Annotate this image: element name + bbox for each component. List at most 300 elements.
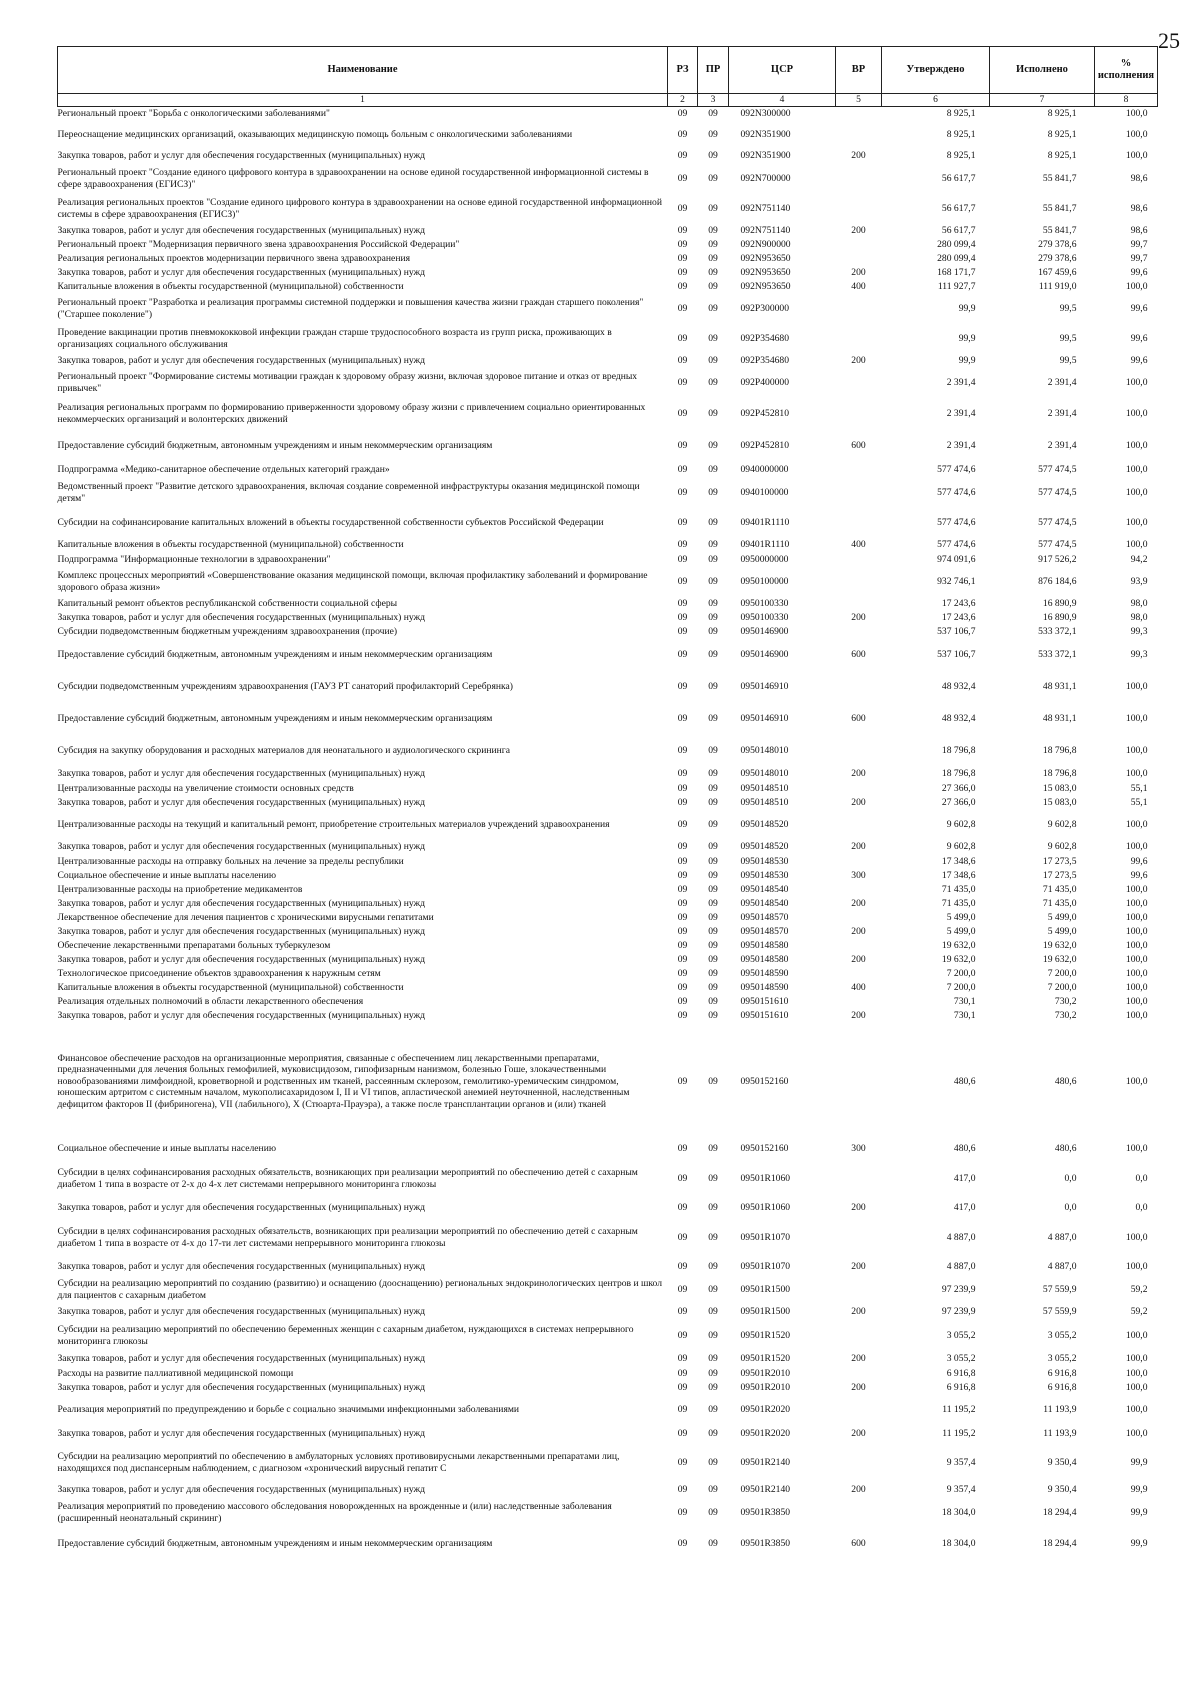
row-pr: 09: [708, 252, 718, 264]
row-pct: 100,0: [1125, 1142, 1148, 1154]
row-executed: 279 378,6: [1038, 238, 1077, 250]
header-csr: ЦСР: [729, 47, 836, 94]
row-approved: 7 200,0: [946, 981, 976, 993]
table-row: [58, 121, 1158, 149]
row-approved: 5 499,0: [946, 911, 976, 923]
row-approved: 974 091,6: [937, 553, 976, 565]
row-executed: 0,0: [1064, 1172, 1077, 1184]
row-rz: 09: [677, 648, 688, 660]
row-name: Закупка товаров, работ и услуг для обеспечения государственных (муниципальных) нужд: [57, 953, 426, 965]
row-rz: 09: [677, 354, 688, 366]
table-row: [58, 1260, 1158, 1275]
row-pct: 100,0: [1125, 925, 1148, 937]
row-pr: 09: [708, 1353, 718, 1365]
row-pr: 09: [708, 516, 718, 528]
row-pct: 100,0: [1125, 1381, 1148, 1393]
row-vr: 600: [851, 712, 866, 724]
table-row: [58, 735, 1158, 767]
budget-table-container: [57, 46, 1157, 1560]
row-executed: 480,6: [1054, 1142, 1077, 1154]
row-name: Субсидии в целях софинансирования расходных обязательств, возникающих при реализации мероприятий по обеспечению детей с сахарным диабетом 1 типа в возрасте от 4-х до 17-ти лет системами непрерывного мониторинга глюкозы: [57, 1226, 638, 1249]
row-approved: 27 366,0: [941, 782, 976, 794]
column-number: 2: [668, 94, 698, 107]
row-rz: 09: [677, 611, 688, 623]
row-csr: 09401R1110: [740, 539, 790, 551]
row-name: Реализация региональных проектов "Создание единого цифрового контура в здравоохранении на основе единой государственной информационной системы в сфере здравоохранения (ЕГИСЗ)": [57, 197, 662, 220]
row-approved: 2 391,4: [946, 376, 976, 388]
row-approved: 168 171,7: [937, 266, 976, 278]
row-pct: 94,2: [1130, 553, 1148, 565]
row-pr: 09: [708, 680, 718, 692]
row-rz: 09: [677, 108, 688, 120]
table-row: [58, 883, 1158, 897]
row-name: Комплекс процессных мероприятий «Совершенствование оказания медицинской помощи, включая профилактику заболеваний и формирование здорового образа жизни»: [57, 570, 648, 593]
row-pct: 100,0: [1125, 1403, 1148, 1415]
row-approved: 9 357,4: [946, 1456, 976, 1468]
row-approved: 280 099,4: [937, 252, 976, 264]
column-number: 5: [836, 94, 882, 107]
row-approved: 537 106,7: [937, 625, 976, 637]
row-csr: 0950152160: [740, 1075, 789, 1087]
table-row: [58, 1483, 1158, 1498]
row-pr: 09: [708, 995, 718, 1007]
row-csr: 092N300000: [740, 108, 791, 120]
row-rz: 09: [677, 768, 688, 780]
row-name: Реализация мероприятий по проведению массового обследования новорожденных на врожденные и (или) наследственные заболевания (расширенный неонатальный скрининг): [57, 1501, 612, 1524]
row-executed: 19 632,0: [1042, 953, 1077, 965]
row-pr: 09: [708, 939, 718, 951]
row-name: Региональный проект "Создание единого цифрового контура в здравоохранении на основе единой государственной информационной системы в сфере здравоохранения (ЕГИСЗ)": [57, 167, 649, 190]
row-pct: 55,1: [1130, 782, 1148, 794]
column-numbers-row: [58, 94, 1158, 107]
row-executed: 0,0: [1064, 1202, 1077, 1214]
row-csr: 092P300000: [740, 302, 790, 314]
row-pct: 99,7: [1130, 238, 1148, 250]
row-pr: 09: [708, 1403, 718, 1415]
row-csr: 092N751140: [740, 202, 791, 214]
row-approved: 56 617,7: [941, 172, 976, 184]
row-rz: 09: [677, 1142, 688, 1154]
row-pr: 09: [708, 553, 718, 565]
row-vr: 200: [851, 266, 866, 278]
table-row: [58, 252, 1158, 266]
row-rz: 09: [677, 855, 688, 867]
table-row: [58, 1009, 1158, 1023]
row-executed: 6 916,8: [1047, 1381, 1077, 1393]
row-name: Региональный проект "Борьба с онкологическими заболеваниями": [57, 108, 330, 120]
row-csr: 0950148510: [740, 796, 789, 808]
row-executed: 17 273,5: [1042, 869, 1077, 881]
row-vr: [836, 597, 882, 611]
header-pct: % исполнения: [1095, 47, 1158, 94]
row-approved: 27 366,0: [941, 796, 976, 808]
row-executed: 3 055,2: [1047, 1329, 1077, 1341]
row-rz: 09: [677, 1329, 688, 1341]
row-pct: 99,3: [1130, 625, 1148, 637]
row-pct: 99,3: [1130, 648, 1148, 660]
row-name: Предоставление субсидий бюджетным, автономным учреждениям и иным некоммерческим организациям: [57, 648, 493, 660]
row-approved: 577 474,6: [937, 486, 976, 498]
row-approved: 56 617,7: [941, 202, 976, 214]
row-executed: 8 925,1: [1047, 128, 1077, 140]
row-pct: 100,0: [1125, 407, 1148, 419]
row-vr: 200: [851, 925, 866, 937]
row-approved: 97 239,9: [941, 1283, 976, 1295]
row-rz: 09: [677, 883, 688, 895]
row-pct: 100,0: [1125, 768, 1148, 780]
row-pct: 100,0: [1125, 486, 1148, 498]
row-pct: 100,0: [1125, 1231, 1148, 1243]
row-executed: 71 435,0: [1042, 897, 1077, 909]
table-row: [58, 1528, 1158, 1560]
row-vr: [836, 855, 882, 869]
header-vr: ВР: [836, 47, 882, 94]
row-vr: 200: [851, 1381, 866, 1393]
row-csr: 0950148010: [740, 768, 789, 780]
row-executed: 16 890,9: [1042, 611, 1077, 623]
row-pr: 09: [708, 407, 718, 419]
row-csr: 092N351900: [740, 128, 791, 140]
row-name: Капитальные вложения в объекты государственной (муниципальной) собственности: [57, 981, 404, 993]
row-name: Субсидии на реализацию мероприятий по обеспечению в амбулаторных условиях противовирусными лекарственными препаратами лиц, находящихся под диспансерным наблюдением, с диагнозом «хронический вирусный гепатит С: [57, 1451, 620, 1474]
row-vr: 200: [851, 953, 866, 965]
row-pct: 99,6: [1130, 354, 1148, 366]
row-vr: 200: [851, 611, 866, 623]
table-row: [58, 625, 1158, 639]
table-row: [58, 1305, 1158, 1320]
row-csr: 0950100000: [740, 575, 789, 587]
row-pr: 09: [708, 911, 718, 923]
row-vr: [836, 1023, 882, 1141]
row-rz: 09: [677, 712, 688, 724]
row-csr: 092P354680: [740, 332, 790, 344]
row-executed: 11 193,9: [1043, 1427, 1077, 1439]
row-approved: 480,6: [953, 1142, 976, 1154]
row-vr: 200: [851, 1306, 866, 1318]
row-vr: 200: [851, 1009, 866, 1021]
row-csr: 09501R1070: [740, 1231, 791, 1243]
row-pct: 99,9: [1130, 1537, 1148, 1549]
table-row: [58, 953, 1158, 967]
row-vr: [836, 398, 882, 430]
row-csr: 09501R1060: [740, 1202, 791, 1214]
table-row: [58, 1395, 1158, 1425]
header-executed: Исполнено: [990, 47, 1095, 94]
row-executed: 9 602,8: [1047, 841, 1077, 853]
row-csr: 09501R2020: [740, 1427, 791, 1439]
row-pr: 09: [708, 266, 718, 278]
row-pct: 0,0: [1135, 1202, 1148, 1214]
row-name: Закупка товаров, работ и услуг для обеспечения государственных (муниципальных) нужд: [57, 354, 426, 366]
row-approved: 17 348,6: [941, 869, 976, 881]
row-vr: [836, 782, 882, 796]
row-name: Капитальный ремонт объектов республиканской собственности социальной сферы: [57, 597, 398, 609]
row-executed: 55 841,7: [1042, 172, 1077, 184]
row-executed: 533 372,1: [1038, 648, 1077, 660]
table-row: [58, 810, 1158, 840]
row-rz: 09: [677, 897, 688, 909]
row-executed: 730,2: [1054, 1009, 1077, 1021]
row-pr: 09: [708, 818, 718, 830]
row-pr: 09: [708, 202, 718, 214]
table-row: [58, 767, 1158, 782]
row-pr: 09: [708, 953, 718, 965]
table-row: [58, 911, 1158, 925]
row-vr: 200: [851, 1202, 866, 1214]
row-name: Технологическое присоединение объектов здравоохранения к наружным сетям: [57, 967, 381, 979]
row-rz: 09: [677, 280, 688, 292]
row-executed: 2 391,4: [1047, 407, 1077, 419]
row-pr: 09: [708, 108, 718, 120]
row-approved: 577 474,6: [937, 516, 976, 528]
row-pct: 100,0: [1125, 897, 1148, 909]
row-name: Закупка товаров, работ и услуг для обеспечения государственных (муниципальных) нужд: [57, 768, 426, 780]
row-pct: 100,0: [1125, 1427, 1148, 1439]
row-name: Социальное обеспечение и иные выплаты населению: [57, 1142, 276, 1154]
row-pr: 09: [708, 1261, 718, 1273]
row-csr: 092N351900: [740, 150, 791, 162]
row-vr: [836, 121, 882, 149]
row-pr: 09: [708, 869, 718, 881]
row-pct: 100,0: [1125, 128, 1148, 140]
row-pr: 09: [708, 611, 718, 623]
row-executed: 577 474,5: [1038, 463, 1077, 475]
row-approved: 18 796,8: [941, 768, 976, 780]
row-approved: 3 055,2: [946, 1353, 976, 1365]
table-row: [58, 1141, 1158, 1157]
row-approved: 480,6: [953, 1075, 976, 1087]
row-csr: 09501R2010: [740, 1367, 791, 1379]
row-approved: 19 632,0: [941, 939, 976, 951]
row-executed: 5 499,0: [1047, 911, 1077, 923]
row-pr: 09: [708, 597, 718, 609]
row-executed: 16 890,9: [1042, 597, 1077, 609]
row-pct: 100,0: [1125, 150, 1148, 162]
row-pct: 98,0: [1130, 611, 1148, 623]
row-pr: 09: [708, 128, 718, 140]
row-executed: 4 887,0: [1047, 1261, 1077, 1273]
row-vr: [836, 1157, 882, 1201]
table-row: [58, 1216, 1158, 1260]
row-approved: 9 602,8: [946, 841, 976, 853]
row-executed: 18 796,8: [1042, 744, 1077, 756]
row-pct: 100,0: [1125, 953, 1148, 965]
row-name: Реализация региональных программ по формированию приверженности здоровому образу жизни с привлечением социально ориентированных некоммерческих организаций и волонтерских движений: [57, 402, 646, 425]
row-pct: 99,6: [1130, 869, 1148, 881]
row-csr: 0940100000: [740, 486, 789, 498]
row-executed: 480,6: [1054, 1075, 1077, 1087]
row-executed: 167 459,6: [1038, 266, 1077, 278]
row-name: Подпрограмма «Медико-санитарное обеспечение отдельных категорий граждан»: [57, 463, 390, 475]
row-approved: 730,1: [953, 1009, 976, 1021]
row-vr: [836, 107, 882, 121]
row-pr: 09: [708, 648, 718, 660]
row-rz: 09: [677, 486, 688, 498]
table-row: [58, 967, 1158, 981]
row-pr: 09: [708, 967, 718, 979]
row-executed: 577 474,5: [1038, 539, 1077, 551]
row-executed: 48 931,1: [1042, 680, 1077, 692]
table-row: [58, 567, 1158, 597]
row-pct: 100,0: [1125, 967, 1148, 979]
row-pr: 09: [708, 1231, 718, 1243]
row-rz: 09: [677, 625, 688, 637]
row-rz: 09: [677, 1172, 688, 1184]
row-approved: 18 796,8: [941, 744, 976, 756]
table-row: [58, 1443, 1158, 1483]
row-pct: 59,2: [1130, 1283, 1148, 1295]
row-csr: 0950148540: [740, 897, 789, 909]
row-vr: [836, 294, 882, 324]
table-row: [58, 238, 1158, 252]
row-csr: 0950148520: [740, 818, 789, 830]
row-executed: 533 372,1: [1038, 625, 1077, 637]
row-executed: 279 378,6: [1038, 252, 1077, 264]
row-pct: 99,9: [1130, 1484, 1148, 1496]
row-pr: 09: [708, 925, 718, 937]
row-executed: 18 294,4: [1042, 1506, 1077, 1518]
row-executed: 3 055,2: [1047, 1353, 1077, 1365]
row-name: Ведомственный проект "Развитие детского здравоохранения, включая создание современной инфраструктуры оказания медицинской помощи детям": [57, 481, 640, 504]
row-name: Закупка товаров, работ и услуг для обеспечения государственных (муниципальных) нужд: [57, 1261, 426, 1273]
row-approved: 99,9: [958, 354, 976, 366]
row-pr: 09: [708, 841, 718, 853]
row-pr: 09: [708, 486, 718, 498]
row-executed: 55 841,7: [1042, 224, 1077, 236]
row-vr: [836, 1498, 882, 1528]
row-name: Реализация мероприятий по предупреждению и борьбе с социально значимыми инфекционными заболеваниями: [57, 1403, 520, 1415]
row-rz: 09: [677, 407, 688, 419]
row-vr: 300: [851, 1142, 866, 1154]
table-row: [58, 1320, 1158, 1352]
row-rz: 09: [677, 1283, 688, 1295]
row-csr: 0950146910: [740, 680, 789, 692]
row-rz: 09: [677, 128, 688, 140]
row-name: Закупка товаров, работ и услуг для обеспечения государственных (муниципальных) нужд: [57, 897, 426, 909]
row-approved: 111 927,7: [937, 280, 976, 292]
row-pct: 100,0: [1125, 841, 1148, 853]
row-csr: 0950146910: [740, 712, 789, 724]
row-name: Централизованные расходы на текущий и капитальный ремонт, приобретение строительных материалов учреждений здравоохранения: [57, 818, 610, 830]
row-executed: 18 294,4: [1042, 1537, 1077, 1549]
row-csr: 0950148520: [740, 841, 789, 853]
row-vr: [836, 967, 882, 981]
row-name: Закупка товаров, работ и услуг для обеспечения государственных (муниципальных) нужд: [57, 796, 426, 808]
row-vr: [836, 1443, 882, 1483]
row-name: Социальное обеспечение и иные выплаты населению: [57, 869, 276, 881]
row-name: Региональный проект "Модернизация первичного звена здравоохранения Российской Федерации": [57, 238, 460, 250]
row-rz: 09: [677, 1537, 688, 1549]
table-row: [58, 1023, 1158, 1141]
row-csr: 09501R1060: [740, 1172, 791, 1184]
row-pr: 09: [708, 1484, 718, 1496]
row-executed: 15 083,0: [1042, 796, 1077, 808]
table-row: [58, 164, 1158, 194]
row-name: Централизованные расходы на приобретение медикаментов: [57, 883, 303, 895]
row-vr: 400: [851, 280, 866, 292]
row-pr: 09: [708, 280, 718, 292]
row-pct: 100,0: [1125, 108, 1148, 120]
row-csr: 09501R3850: [740, 1537, 791, 1549]
row-rz: 09: [677, 1202, 688, 1214]
table-row: [58, 224, 1158, 238]
row-executed: 2 391,4: [1047, 439, 1077, 451]
table-row: [58, 462, 1158, 478]
row-executed: 57 559,9: [1042, 1283, 1077, 1295]
row-executed: 9 602,8: [1047, 818, 1077, 830]
row-vr: [836, 1395, 882, 1425]
table-row: [58, 869, 1158, 883]
row-pr: 09: [708, 1367, 718, 1379]
row-name: Субсидии на софинансирование капитальных вложений в объекты государственной собственности субъектов Российской Федерации: [57, 516, 604, 528]
row-executed: 577 474,5: [1038, 516, 1077, 528]
row-vr: 600: [851, 648, 866, 660]
row-pct: 100,0: [1125, 995, 1148, 1007]
row-vr: [836, 462, 882, 478]
row-rz: 09: [677, 841, 688, 853]
row-vr: [836, 1320, 882, 1352]
row-pct: 98,0: [1130, 597, 1148, 609]
row-vr: 200: [851, 768, 866, 780]
row-rz: 09: [677, 818, 688, 830]
row-csr: 092N700000: [740, 172, 791, 184]
row-csr: 0950148580: [740, 939, 789, 951]
row-approved: 48 932,4: [941, 712, 976, 724]
row-csr: 0950152160: [740, 1142, 789, 1154]
row-vr: 600: [851, 1537, 866, 1549]
row-name: Предоставление субсидий бюджетным, автономным учреждениям и иным некоммерческим организациям: [57, 712, 493, 724]
row-executed: 111 919,0: [1038, 280, 1077, 292]
row-pr: 09: [708, 1283, 718, 1295]
row-vr: [836, 252, 882, 266]
row-name: Закупка товаров, работ и услуг для обеспечения государственных (муниципальных) нужд: [57, 611, 426, 623]
row-name: Субсидии на реализацию мероприятий по обеспечению беременных женщин с сахарным диабетом, нуждающихся в системах непрерывного мониторинга глюкозы: [57, 1324, 634, 1347]
row-approved: 19 632,0: [941, 953, 976, 965]
row-pr: 09: [708, 575, 718, 587]
table-row: [58, 538, 1158, 553]
row-csr: 09501R1500: [740, 1283, 791, 1295]
row-name: Закупка товаров, работ и услуг для обеспечения государственных (муниципальных) нужд: [57, 1427, 426, 1439]
row-name: Закупка товаров, работ и услуг для обеспечения государственных (муниципальных) нужд: [57, 224, 426, 236]
row-pr: 09: [708, 1075, 718, 1087]
table-row: [58, 354, 1158, 368]
table-row: [58, 671, 1158, 703]
table-row: [58, 294, 1158, 324]
row-name: Региональный проект "Разработка и реализация программы системной поддержки и повышения качества жизни граждан старшего поколения" ("Старшее поколение"): [57, 297, 644, 320]
row-name: Закупка товаров, работ и услуг для обеспечения государственных (муниципальных) нужд: [57, 1009, 426, 1021]
row-pr: 09: [708, 1202, 718, 1214]
row-approved: 99,9: [958, 302, 976, 314]
row-executed: 876 184,6: [1038, 575, 1077, 587]
row-pct: 99,6: [1130, 302, 1148, 314]
row-rz: 09: [677, 1427, 688, 1439]
row-approved: 9 602,8: [946, 818, 976, 830]
row-approved: 11 195,2: [942, 1427, 976, 1439]
row-pct: 99,9: [1130, 1456, 1148, 1468]
row-pct: 100,0: [1125, 712, 1148, 724]
row-executed: 57 559,9: [1042, 1306, 1077, 1318]
row-vr: 200: [851, 1427, 866, 1439]
row-pr: 09: [708, 354, 718, 366]
table-row: [58, 925, 1158, 939]
row-approved: 2 391,4: [946, 407, 976, 419]
row-pct: 59,2: [1130, 1306, 1148, 1318]
column-number: 8: [1095, 94, 1158, 107]
row-vr: [836, 1367, 882, 1381]
row-approved: 2 391,4: [946, 439, 976, 451]
row-pr: 09: [708, 712, 718, 724]
row-rz: 09: [677, 1009, 688, 1021]
